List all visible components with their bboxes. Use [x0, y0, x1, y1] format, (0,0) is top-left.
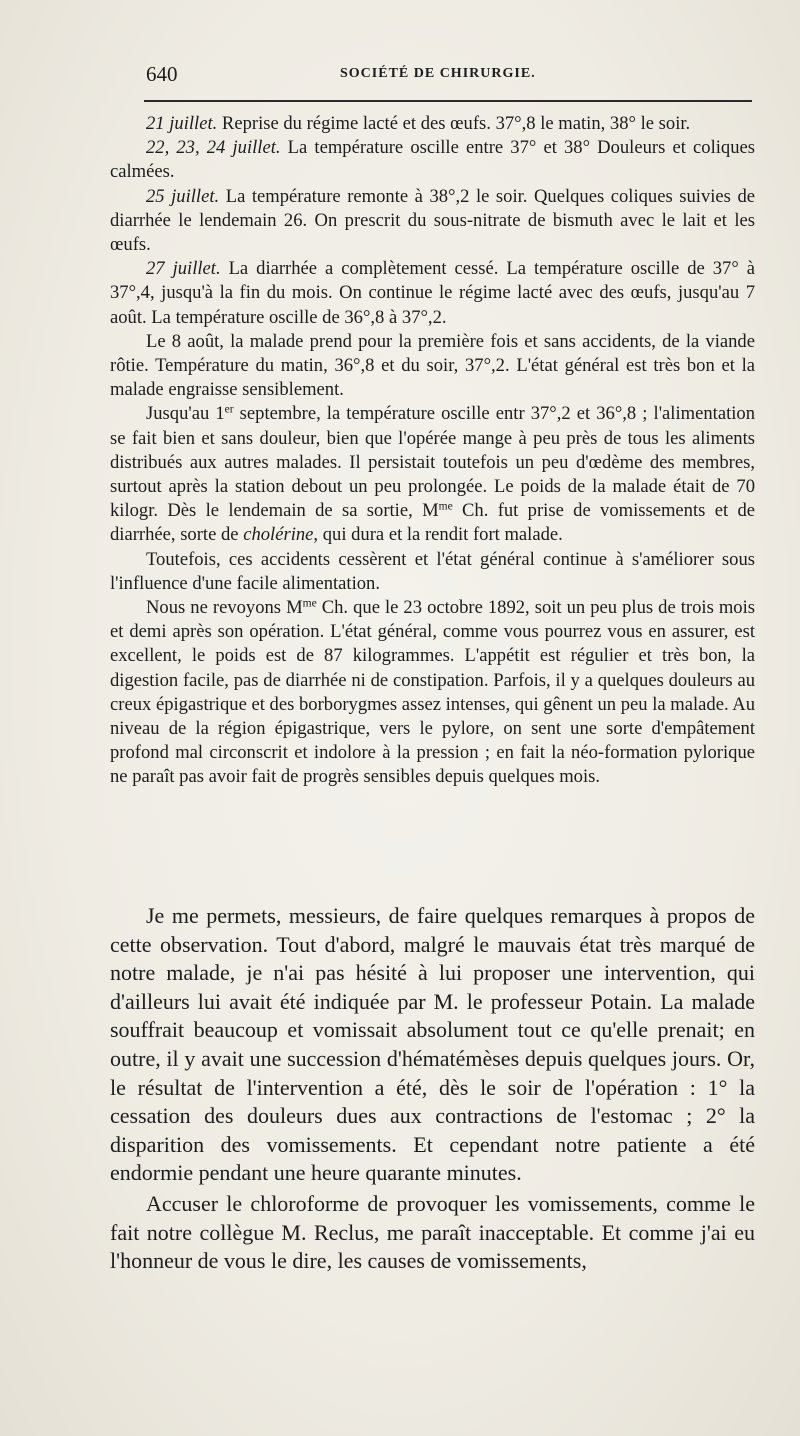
note-text: La température oscille entre 37° et 38° Douleurs et coliques calmées.	[110, 137, 755, 183]
paragraph-8-aout: Le 8 août, la malade prend pour la première fois et sans accidents, de la viande rôtie. Température du matin, 36°,8 et du soir, 37°,2. L'état général est très bon et la malade engraisse sensiblement.	[110, 330, 755, 401]
note-27-juillet	[110, 257, 755, 330]
note-text: La diarrhée a complètement cessé. La température oscille de 37° à 37°,4, jusqu'à la fin du mois. On continue le régime lacté avec des œufs, jusqu'au 7 août. La température oscille de 36°,8 à 37°,2.	[110, 258, 755, 328]
note-25-juillet	[110, 185, 755, 258]
case-notes	[110, 112, 755, 790]
paragraph-septembre: Jusqu'au 1er septembre, la température oscille entr 37°,2 et 36°,8 ; l'alimentation se fait bien et sans douleur, bien que l'opérée mange à peu près de tous les aliments distribués aux autres malades. Il persistait toutefois un peu d'œdème des membres, surtout après la station debout un peu prolongée. Le poids de la malade était de 70 kilogr. Dès le lendemain de sa sortie, $M^{me}$ Ch. fut prise de vomissements et de diarrhée, sorte de cholérine, qui dura et la rendit fort malade.	[110, 403, 755, 546]
note-text: Reprise du régime lacté et des œufs. 37°,8 le matin, 38° le soir.	[217, 113, 691, 134]
page-number: 640	[146, 62, 178, 86]
paragraph-remarques: Je me permets, messieurs, de faire quelques remarques à propos de cette observation. Tout d'abord, malgré le mauvais état très marqué de notre malade, je n'ai pas hésité à lui proposer une intervention, qui d'ailleurs lui avait été indiquée par M. le professeur Potain. La malade souffrait beaucoup et vomissait absolument tout ce qu'elle prenait; en outre, il y avait une succession d'hématémèses depuis quelques jours. Or, le résultat de l'intervention a été, dès le soir de l'opération : 1° la cessation des douleurs dues aux contractions de l'estomac ; 2° la disparition des vomissements. Et cependant notre patiente a été endormie pendant une heure quarante minutes.	[110, 903, 755, 1186]
note-date: 27 juillet.	[146, 258, 221, 280]
note-date: 22, 23, 24 juillet.	[146, 137, 281, 159]
paragraph-toutefois: Toutefois, ces accidents cessèrent et l'état général continue à s'améliorer sous l'influence d'une facile alimentation.	[110, 548, 755, 594]
note-22-24-juillet	[110, 136, 755, 184]
note-date: 25 juillet.	[146, 185, 220, 207]
paragraph-revoyons: Nous ne revoyons $M^{me}$ Ch. que le 23 octobre 1892, soit un peu plus de trois mois et demi après son opération. L'état général, comme vous pourrez vous en assurer, est excellent, le poids est de 87 kilogrammes. L'appétit est régulier et très bon, la digestion facile, pas de diarrhée ni de constipation. Parfois, il y a quelques douleurs au creux épigastrique et des borborygmes assez intenses, qui gênent un peu la malade. Au niveau de la région épigastrique, vers le pylore, on sent une sorte d'empâtement profond mal circonscrit et indolore à la pression ; en fait la néo-formation pylorique ne paraît pas avoir fait de progrès sensibles depuis quelques mois.	[110, 597, 755, 788]
page-header	[110, 62, 760, 92]
note-date: 21 juillet.	[146, 113, 218, 134]
cholerine-italic: cholérine	[243, 524, 314, 546]
paragraph-chloroforme: Accuser le chloroforme de provoquer les vomissements, comme le fait notre collègue M. Reclus, me paraît inacceptable. Et comme j'ai eu l'honneur de vous le dire, les causes de vomissements,	[110, 1190, 755, 1274]
header-rule	[144, 100, 752, 102]
running-title: SOCIÉTÉ DE CHIRURGIE.	[340, 66, 536, 81]
main-text	[110, 902, 755, 1276]
note-text: La température remonte à 38°,2 le soir. Quelques coliques suivies de diarrhée le lendemain 26. On prescrit du sous-nitrate de bismuth avec le lait et les œufs.	[110, 185, 755, 256]
note-21-juillet	[110, 112, 755, 136]
